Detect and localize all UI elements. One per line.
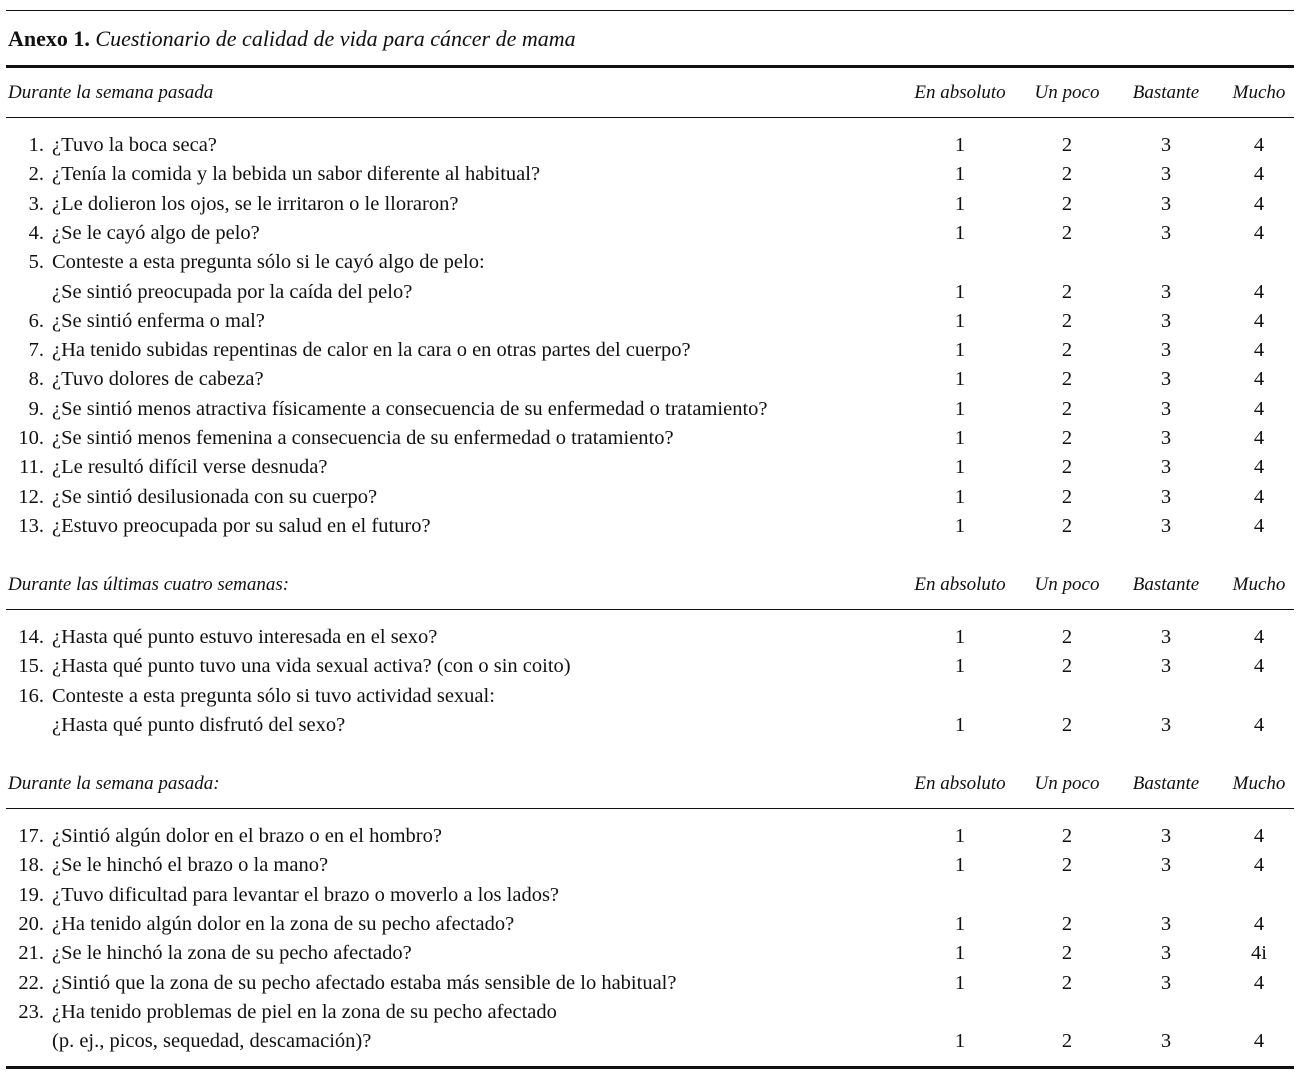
question-row bbox=[0, 427, 1302, 456]
question-row bbox=[0, 398, 1302, 427]
question-text: ¿Le resultó difícil verse desnuda? bbox=[52, 456, 328, 479]
response-option[interactable]: 4 bbox=[1253, 134, 1265, 156]
column-header: Mucho bbox=[1232, 574, 1286, 595]
question-row bbox=[0, 456, 1302, 485]
question-row bbox=[0, 626, 1302, 655]
response-option[interactable]: 1 bbox=[954, 280, 966, 303]
question-text: ¿Estuvo preocupada por su salud en el futuro? bbox=[52, 514, 431, 537]
response-option[interactable]: 1 bbox=[954, 485, 966, 508]
question-text: Conteste a esta pregunta sólo si le cayó algo de pelo: bbox=[52, 251, 485, 274]
response-option[interactable]: 4 bbox=[1253, 309, 1265, 332]
response-option[interactable]: 1 bbox=[954, 713, 966, 736]
response-option[interactable]: 3 bbox=[1160, 514, 1172, 537]
question-number: 20. bbox=[18, 912, 44, 935]
question-text: ¿Ha tenido algún dolor en la zona de su pecho afectado? bbox=[52, 912, 515, 935]
response-option[interactable]: 1 bbox=[954, 514, 966, 537]
question-text: ¿Se le hinchó el brazo o la mano? bbox=[52, 854, 329, 877]
response-option[interactable]: 3 bbox=[1160, 854, 1172, 877]
column-header: Mucho bbox=[1232, 82, 1286, 103]
response-option[interactable]: 4 bbox=[1253, 456, 1265, 479]
question-text: ¿Tuvo la boca seca? bbox=[52, 134, 217, 156]
response-option[interactable]: 2 bbox=[1061, 942, 1073, 965]
question-row bbox=[0, 368, 1302, 397]
question-number: 18. bbox=[18, 854, 44, 877]
response-option[interactable]: 4 bbox=[1253, 626, 1265, 648]
response-option[interactable]: 2 bbox=[1061, 368, 1073, 391]
question-number: 14. bbox=[18, 626, 44, 648]
response-option[interactable]: 4 bbox=[1253, 912, 1265, 935]
question-number: 15. bbox=[18, 655, 44, 678]
response-option[interactable]: 4 bbox=[1253, 163, 1265, 186]
response-option[interactable]: 2 bbox=[1061, 339, 1073, 362]
response-option[interactable]: 3 bbox=[1160, 134, 1172, 156]
response-option[interactable]: 2 bbox=[1061, 309, 1073, 332]
response-option[interactable]: 3 bbox=[1160, 825, 1172, 847]
bottom-thick-rule bbox=[6, 1066, 1294, 1069]
question-number: 11. bbox=[19, 456, 44, 479]
question-number: 8. bbox=[28, 368, 44, 391]
response-option[interactable]: 1 bbox=[954, 397, 966, 420]
response-option[interactable]: 4 bbox=[1253, 485, 1265, 508]
caption-thick-rule bbox=[6, 65, 1294, 68]
response-option[interactable]: 1 bbox=[954, 192, 966, 215]
response-option[interactable]: 2 bbox=[1061, 912, 1073, 935]
question-number: 9. bbox=[28, 397, 44, 420]
question-row bbox=[0, 193, 1302, 222]
column-header: Mucho bbox=[1232, 773, 1286, 794]
question-number: 6. bbox=[28, 309, 44, 332]
table-caption bbox=[8, 26, 576, 52]
question-row bbox=[0, 134, 1302, 163]
response-option[interactable]: 2 bbox=[1061, 514, 1073, 537]
response-option[interactable]: 1 bbox=[954, 309, 966, 332]
column-header: Un poco bbox=[1034, 82, 1100, 103]
response-option[interactable]: 4 bbox=[1253, 713, 1265, 736]
response-option[interactable]: 3 bbox=[1160, 427, 1172, 449]
question-row bbox=[0, 854, 1302, 883]
question-number: 2. bbox=[28, 163, 44, 186]
response-option[interactable]: 3 bbox=[1160, 397, 1172, 420]
question-text: ¿Se sintió preocupada por la caída del pelo? bbox=[52, 280, 413, 303]
question-text: ¿Tuvo dificultad para levantar el brazo o moverlo a los lados? bbox=[52, 883, 560, 906]
question-text: ¿Se sintió enferma o mal? bbox=[52, 309, 265, 332]
question-row bbox=[0, 972, 1302, 1001]
question-number: 19. bbox=[18, 883, 44, 906]
response-option[interactable]: 4 bbox=[1253, 280, 1265, 303]
response-option[interactable]: 2 bbox=[1061, 221, 1073, 244]
response-option[interactable]: 3 bbox=[1160, 971, 1172, 994]
response-option[interactable]: 4 bbox=[1253, 825, 1265, 847]
question-text: ¿Tuvo dolores de cabeza? bbox=[52, 368, 264, 391]
question-text: ¿Sintió que la zona de su pecho afectado estaba más sensible de lo habitual? bbox=[52, 971, 677, 994]
column-header: En absoluto bbox=[914, 574, 1006, 595]
response-option[interactable]: 3 bbox=[1160, 456, 1172, 479]
response-option[interactable]: 1 bbox=[954, 1030, 966, 1053]
question-text: (p. ej., picos, sequedad, descamación)? bbox=[52, 1030, 372, 1053]
section-title: Durante la semana pasada: bbox=[8, 773, 220, 794]
response-option[interactable]: 3 bbox=[1160, 912, 1172, 935]
column-header: Bastante bbox=[1132, 574, 1200, 595]
response-option[interactable]: 2 bbox=[1061, 626, 1073, 648]
response-option[interactable]: 2 bbox=[1061, 280, 1073, 303]
response-option[interactable]: 2 bbox=[1061, 163, 1073, 186]
response-option[interactable]: 3 bbox=[1160, 713, 1172, 736]
response-option[interactable]: 1 bbox=[954, 655, 966, 678]
question-row bbox=[0, 310, 1302, 339]
response-option[interactable]: 4 bbox=[1253, 192, 1265, 215]
section-header-rule bbox=[6, 117, 1294, 118]
response-option[interactable]: 4 bbox=[1253, 368, 1265, 391]
response-option[interactable]: 1 bbox=[954, 427, 966, 449]
response-option[interactable]: 4 bbox=[1253, 339, 1265, 362]
response-option[interactable]: 3 bbox=[1160, 485, 1172, 508]
response-option[interactable]: 3 bbox=[1160, 1030, 1172, 1053]
response-option[interactable]: 4 bbox=[1253, 221, 1265, 244]
question-row bbox=[0, 913, 1302, 942]
question-text: ¿Tenía la comida y la bebida un sabor diferente al habitual? bbox=[52, 163, 541, 186]
question-number: 1. bbox=[28, 134, 44, 156]
question-text: ¿Se sintió menos femenina a consecuencia de su enfermedad o tratamiento? bbox=[52, 427, 674, 449]
question-number: 4. bbox=[28, 221, 44, 244]
question-row bbox=[0, 222, 1302, 251]
section-title: Durante las últimas cuatro semanas: bbox=[8, 574, 290, 595]
question-text: ¿Se le hinchó la zona de su pecho afectado? bbox=[52, 942, 412, 965]
question-row bbox=[0, 825, 1302, 854]
question-text: ¿Le dolieron los ojos, se le irritaron o le lloraron? bbox=[52, 192, 459, 215]
column-header: Bastante bbox=[1132, 773, 1200, 794]
question-number: 13. bbox=[18, 514, 44, 537]
response-option[interactable]: 3 bbox=[1160, 309, 1172, 332]
question-row bbox=[0, 655, 1302, 684]
column-header: Bastante bbox=[1132, 82, 1200, 103]
question-row bbox=[0, 339, 1302, 368]
question-number: 21. bbox=[18, 942, 44, 965]
response-option[interactable]: 1 bbox=[954, 456, 966, 479]
response-option[interactable]: 2 bbox=[1061, 655, 1073, 678]
question-number: 7. bbox=[28, 339, 44, 362]
question-text: ¿Sintió algún dolor en el brazo o en el hombro? bbox=[52, 825, 442, 847]
response-option[interactable]: 3 bbox=[1160, 626, 1172, 648]
question-number: 22. bbox=[18, 971, 44, 994]
response-option[interactable]: 1 bbox=[954, 368, 966, 391]
question-text: ¿Ha tenido problemas de piel en la zona de su pecho afectado bbox=[52, 1000, 557, 1023]
response-option[interactable]: 4 bbox=[1253, 1030, 1265, 1053]
section-header-rule bbox=[6, 609, 1294, 610]
question-row bbox=[0, 942, 1302, 971]
question-row bbox=[0, 515, 1302, 544]
question-row bbox=[0, 1030, 1302, 1059]
response-option[interactable]: 2 bbox=[1061, 397, 1073, 420]
response-option[interactable]: 3 bbox=[1160, 280, 1172, 303]
top-thin-rule bbox=[6, 10, 1294, 11]
response-option[interactable]: 4 bbox=[1253, 427, 1265, 449]
question-text: ¿Hasta qué punto disfrutó del sexo? bbox=[52, 713, 346, 736]
response-option[interactable]: 1 bbox=[954, 825, 966, 847]
question-row bbox=[0, 1001, 1302, 1030]
response-option[interactable]: 3 bbox=[1160, 942, 1172, 965]
question-text: Conteste a esta pregunta sólo si tuvo actividad sexual: bbox=[52, 684, 495, 707]
column-header: Un poco bbox=[1034, 574, 1100, 595]
response-option[interactable]: 3 bbox=[1160, 192, 1172, 215]
question-text: ¿Hasta qué punto estuvo interesada en el sexo? bbox=[52, 626, 438, 648]
question-text: ¿Se sintió desilusionada con su cuerpo? bbox=[52, 485, 378, 508]
question-number: 23. bbox=[18, 1000, 44, 1023]
response-option[interactable]: 2 bbox=[1061, 1030, 1073, 1053]
response-option[interactable]: 2 bbox=[1061, 825, 1073, 847]
question-row bbox=[0, 685, 1302, 714]
caption-title: Cuestionario de calidad de vida para cáncer de mama bbox=[95, 26, 576, 51]
response-option[interactable]: 1 bbox=[954, 854, 966, 877]
question-text: ¿Ha tenido subidas repentinas de calor en la cara o en otras partes del cuerpo? bbox=[52, 339, 691, 362]
response-option[interactable]: 4 bbox=[1253, 854, 1265, 877]
response-option[interactable]: 4 bbox=[1253, 971, 1265, 994]
section-title: Durante la semana pasada bbox=[8, 82, 214, 103]
question-number: 10. bbox=[18, 427, 44, 449]
question-row bbox=[0, 486, 1302, 515]
column-header: Un poco bbox=[1034, 773, 1100, 794]
question-text: ¿Se le cayó algo de pelo? bbox=[52, 221, 260, 244]
response-option[interactable]: 2 bbox=[1061, 192, 1073, 215]
question-number: 5. bbox=[28, 251, 44, 274]
response-option[interactable]: 2 bbox=[1061, 427, 1073, 449]
response-option[interactable]: 1 bbox=[954, 942, 966, 965]
question-number: 12. bbox=[18, 485, 44, 508]
response-option[interactable]: 1 bbox=[954, 134, 966, 156]
response-option[interactable]: 1 bbox=[954, 221, 966, 244]
response-option[interactable]: 4 bbox=[1253, 655, 1265, 678]
response-option[interactable]: 3 bbox=[1160, 339, 1172, 362]
question-number: 3. bbox=[28, 192, 44, 215]
response-option[interactable]: 3 bbox=[1160, 655, 1172, 678]
response-option[interactable]: 2 bbox=[1061, 854, 1073, 877]
question-number: 17. bbox=[18, 825, 44, 847]
response-option[interactable]: 3 bbox=[1160, 221, 1172, 244]
response-option[interactable]: 1 bbox=[954, 971, 966, 994]
response-option[interactable]: 1 bbox=[954, 339, 966, 362]
question-text: ¿Se sintió menos atractiva físicamente a consecuencia de su enfermedad o tratamiento? bbox=[52, 397, 768, 420]
question-row bbox=[0, 884, 1302, 913]
response-option[interactable]: 2 bbox=[1061, 134, 1073, 156]
column-header: En absoluto bbox=[914, 82, 1006, 103]
response-option[interactable]: 2 bbox=[1061, 456, 1073, 479]
response-option[interactable]: 2 bbox=[1061, 485, 1073, 508]
column-header: En absoluto bbox=[914, 773, 1006, 794]
response-option[interactable]: 2 bbox=[1061, 713, 1073, 736]
question-number: 16. bbox=[18, 684, 44, 707]
question-text: ¿Hasta qué punto tuvo una vida sexual activa? (con o sin coito) bbox=[52, 655, 571, 678]
response-option[interactable]: 1 bbox=[954, 626, 966, 648]
response-option[interactable]: 3 bbox=[1160, 163, 1172, 186]
response-option[interactable]: 2 bbox=[1061, 971, 1073, 994]
question-row bbox=[0, 251, 1302, 280]
response-option[interactable]: 4 bbox=[1253, 514, 1265, 537]
response-option[interactable]: 4 bbox=[1253, 397, 1265, 420]
response-option[interactable]: 3 bbox=[1160, 368, 1172, 391]
response-option[interactable]: 1 bbox=[954, 163, 966, 186]
question-row bbox=[0, 714, 1302, 743]
response-option[interactable]: 1 bbox=[954, 912, 966, 935]
caption-label: Anexo 1. bbox=[8, 26, 90, 51]
response-option[interactable]: 4i bbox=[1251, 942, 1267, 965]
question-row bbox=[0, 163, 1302, 192]
question-row bbox=[0, 281, 1302, 310]
section-header-rule bbox=[6, 808, 1294, 809]
